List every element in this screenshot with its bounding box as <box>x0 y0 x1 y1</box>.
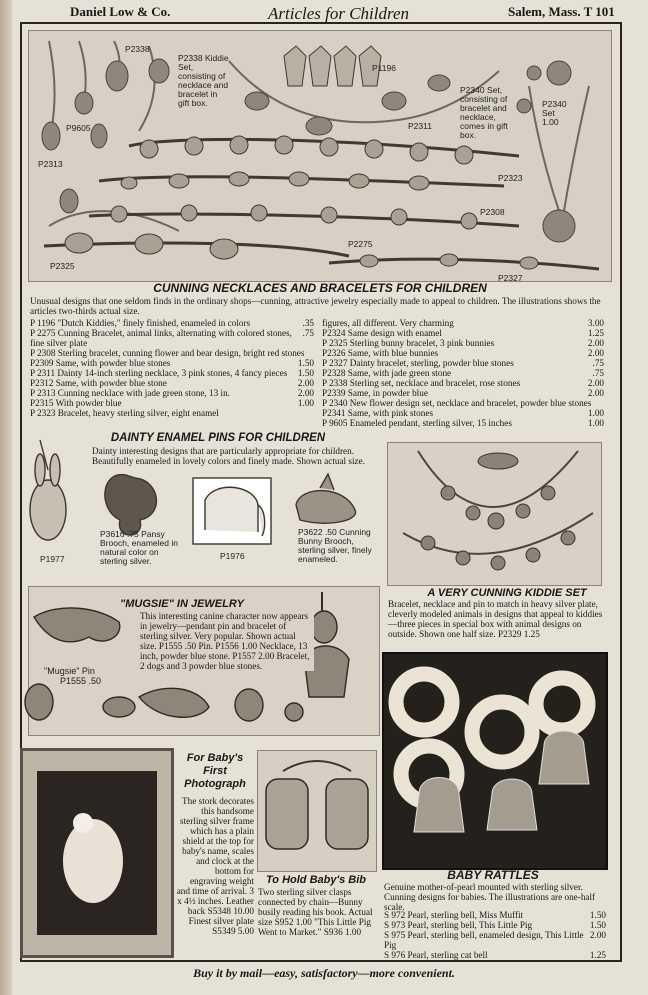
item-description: P 2323 Bracelet, heavy sterling silver, eight enamel <box>30 408 219 418</box>
mugsie-text: This interesting canine character now appears in jewelry—pendant pin and bracelet of sterling silver. Very popular. Shown actual size. P1555 .50 Pin. P1556 1.00 Necklace, 13 inch, powder blue stone. P1557 2.00 Bracelet, 2 dogs and 3 powder blue stones. <box>140 611 314 671</box>
label-p2338: P2338 <box>125 44 150 54</box>
mugsie-title: "MUGSIE" IN JEWELRY <box>112 598 252 610</box>
mugsie-pin-icon <box>34 608 120 642</box>
rattles-list <box>384 910 606 960</box>
item-price: .75 <box>592 368 604 378</box>
silver-frame-photo <box>20 748 174 958</box>
item-price: 1.00 <box>587 418 604 428</box>
item-description: P 9605 Enameled pendant, sterling silver, 15 inches <box>322 418 512 428</box>
company-name: Daniel Low & Co. <box>70 4 171 19</box>
bunny-clasp-icon <box>266 779 308 849</box>
label-p2340-price: P2340 Set 1.00 <box>542 99 567 127</box>
item-price: 1.50 <box>589 910 606 920</box>
label-p1196: P1196 <box>372 63 396 73</box>
mugsie-necklace-icon <box>311 611 337 643</box>
label-p2325: P2325 <box>50 261 75 271</box>
item-description: S 975 Pearl, sterling bell, enameled design, This Little Pig <box>384 930 584 950</box>
item-price: .35 <box>302 318 314 328</box>
label-p2338-desc: P2338 Kiddie Set, consisting of necklace and bracelet in gift box. <box>178 53 229 108</box>
list-item <box>384 910 606 920</box>
label-p2340-set: P2340 Set, consisting of bracelet and necklace, comes in gift box. <box>460 85 508 140</box>
kiddie-set-photo <box>387 442 602 586</box>
rattles-intro: Genuine mother-of-pearl mounted with sterling silver. Cunning designs for babies. The illustrations are one-half scale. <box>384 882 596 912</box>
bell-icon <box>487 779 537 830</box>
footer-slogan: Buy it by mail—easy, satisfactory—more convenient. <box>193 966 455 980</box>
item-description: P2339 Same, in powder blue <box>322 388 428 398</box>
bunny-brooch-icon <box>296 474 356 523</box>
item-price: 1.00 <box>587 408 604 418</box>
label-p2311: P2311 <box>408 121 432 131</box>
item-price: .75 <box>592 358 604 368</box>
item-price: 1.25 <box>587 328 604 338</box>
item-description: P 2275 Cunning Bracelet, animal links, alternating with colored stones, fine silver plate <box>30 328 292 348</box>
item-description: P2328 Same, with jade green stone <box>322 368 452 378</box>
item-description: P2324 Same design with enamel <box>322 328 442 338</box>
mugsie-pin-price: P1555 .50 <box>60 676 102 686</box>
list-item <box>384 930 606 950</box>
item-price: 3.00 <box>587 318 604 328</box>
item-price: 2.00 <box>589 930 606 940</box>
frame-illustration <box>23 751 171 955</box>
label-p2313: P2313 <box>38 159 63 169</box>
photo-frame-text: The stork decorates this handsome sterling silver frame which has a plain shield at the top for baby's name, scales and clock at the bottom for engraving weight and time of arrival. 3 x 4½ inches. Leather back S5348 10.00 Finest silver plate S5349 5.00 <box>176 796 254 936</box>
label-p2327: P2327 <box>498 273 523 283</box>
item-price: 1.50 <box>297 368 314 378</box>
item-description: P 1196 "Dutch Kiddies," finely finished, enameled in colors <box>30 318 251 328</box>
item-price: .75 <box>302 328 314 338</box>
pins-title: DAINTY ENAMEL PINS FOR CHILDREN <box>110 432 326 444</box>
bib-text: Two sterling silver clasps connected by chain—Bunny busily reading his book. Actual size S952 1.00 "This Little Pig Went to Market." S936 1.00 <box>258 887 373 937</box>
item-description: P2326 Same, with blue bunnies <box>322 348 439 358</box>
item-price: 1.50 <box>297 358 314 368</box>
item-price: 1.50 <box>589 920 606 930</box>
baby-photo-icon <box>63 819 123 903</box>
item-price: 2.00 <box>587 348 604 358</box>
bell-icon <box>414 778 464 833</box>
rattles-title: BABY RATTLES <box>447 868 539 882</box>
item-description: P2312 Same, with powder blue stone <box>30 378 167 388</box>
label-p3616: P3616 .75 Pansy Brooch, enameled in natural color on sterling silver. <box>100 529 178 566</box>
item-price: 1.25 <box>589 950 606 960</box>
item-price: 2.00 <box>587 338 604 348</box>
item-price: 2.00 <box>297 388 314 398</box>
kiddie-set-title: A VERY CUNNING KIDDIE SET <box>427 587 587 599</box>
rattles-illustration <box>384 654 606 868</box>
rattles-photo <box>382 652 608 870</box>
bib-title: To Hold Baby's Bib <box>266 874 366 886</box>
item-description: S 972 Pearl, sterling bell, Miss Muffit <box>384 910 524 920</box>
pins-intro: Dainty interesting designs that are particularly appropriate for children. Beautifully enameled in lovely colors and finely made. Shown actual size. <box>92 446 365 466</box>
item-description: S 973 Pearl, sterling bell, This Little Pig <box>384 920 533 930</box>
page-location-number: Salem, Mass. T 101 <box>508 4 615 19</box>
label-p2275: P2275 <box>348 239 373 249</box>
label-p1977: P1977 <box>40 554 65 564</box>
label-p9605: P9605 <box>66 123 91 133</box>
item-price: 2.00 <box>297 378 314 388</box>
item-description: P 2308 Sterling bracelet, cunning flower and bear design, bright red stones <box>30 348 305 358</box>
kiddie-set-text: Bracelet, necklace and pin to match in heavy silver plate, cleverly modeled animals in designs that appeal to kiddies—three pieces in special box with animal designs on outside. Shown one half size. P2329 1.25 <box>388 599 603 639</box>
bell-icon <box>539 731 589 784</box>
bib-clasp-photo <box>257 750 377 872</box>
label-p1976: P1976 <box>220 551 245 561</box>
item-price: 1.00 <box>297 398 314 408</box>
kiddie-set-illustration <box>388 443 601 585</box>
item-description: S 976 Pearl, sterling cat bell <box>384 950 488 960</box>
pig-clasp-icon <box>326 779 368 849</box>
list-item <box>384 920 606 930</box>
item-description: P 2311 Dainty 14-inch sterling necklace, 3 pink stones, 4 fancy pieces <box>30 368 288 378</box>
item-description: P 2313 Cunning necklace with jade green stone, 13 in. <box>30 388 230 398</box>
item-description: P 2325 Sterling bunny bracelet, 3 pink bunnies <box>322 338 495 348</box>
necklaces-intro: Unusual designs that one seldom finds in the ordinary shops—cunning, attractive jewelry especially made to appeal to children. The illustrations shows the articles two-thirds actual size. <box>30 296 601 316</box>
mugsie-pin-label: "Mugsie" Pin <box>44 666 95 676</box>
list-item <box>384 950 606 960</box>
item-description: P 2340 New flower design set, necklace and bracelet, powder blue stones <box>322 398 592 408</box>
page-title: Articles for Children <box>268 4 410 23</box>
necklaces-title: CUNNING NECKLACES AND BRACELETS FOR CHILDREN <box>153 281 487 295</box>
bib-clasp-illustration <box>258 751 376 871</box>
label-p2308: P2308 <box>480 207 505 217</box>
item-description: P2315 With powder blue <box>30 398 122 408</box>
item-description: P2341 Same, with pink stones <box>322 408 434 418</box>
pansy-brooch-icon <box>105 475 157 535</box>
item-price: 2.00 <box>587 378 604 388</box>
photo-frame-title: For Baby's First Photograph <box>184 752 246 790</box>
item-description: P2309 Same, with powder blue stones <box>30 358 171 368</box>
item-price: 2.00 <box>587 388 604 398</box>
label-p3622: P3622 .50 Cunning Bunny Brooch, sterling silver, finely enameled. <box>298 527 372 564</box>
label-p2323: P2323 <box>498 173 523 183</box>
item-description: figures, all different. Very charming <box>322 318 454 328</box>
item-description: P 2327 Dainty bracelet, sterling, powder blue stones <box>322 358 514 368</box>
rabbit-pendant-icon <box>30 480 66 540</box>
item-description: P 2338 Sterling set, necklace and bracelet, rose stones <box>322 378 521 388</box>
